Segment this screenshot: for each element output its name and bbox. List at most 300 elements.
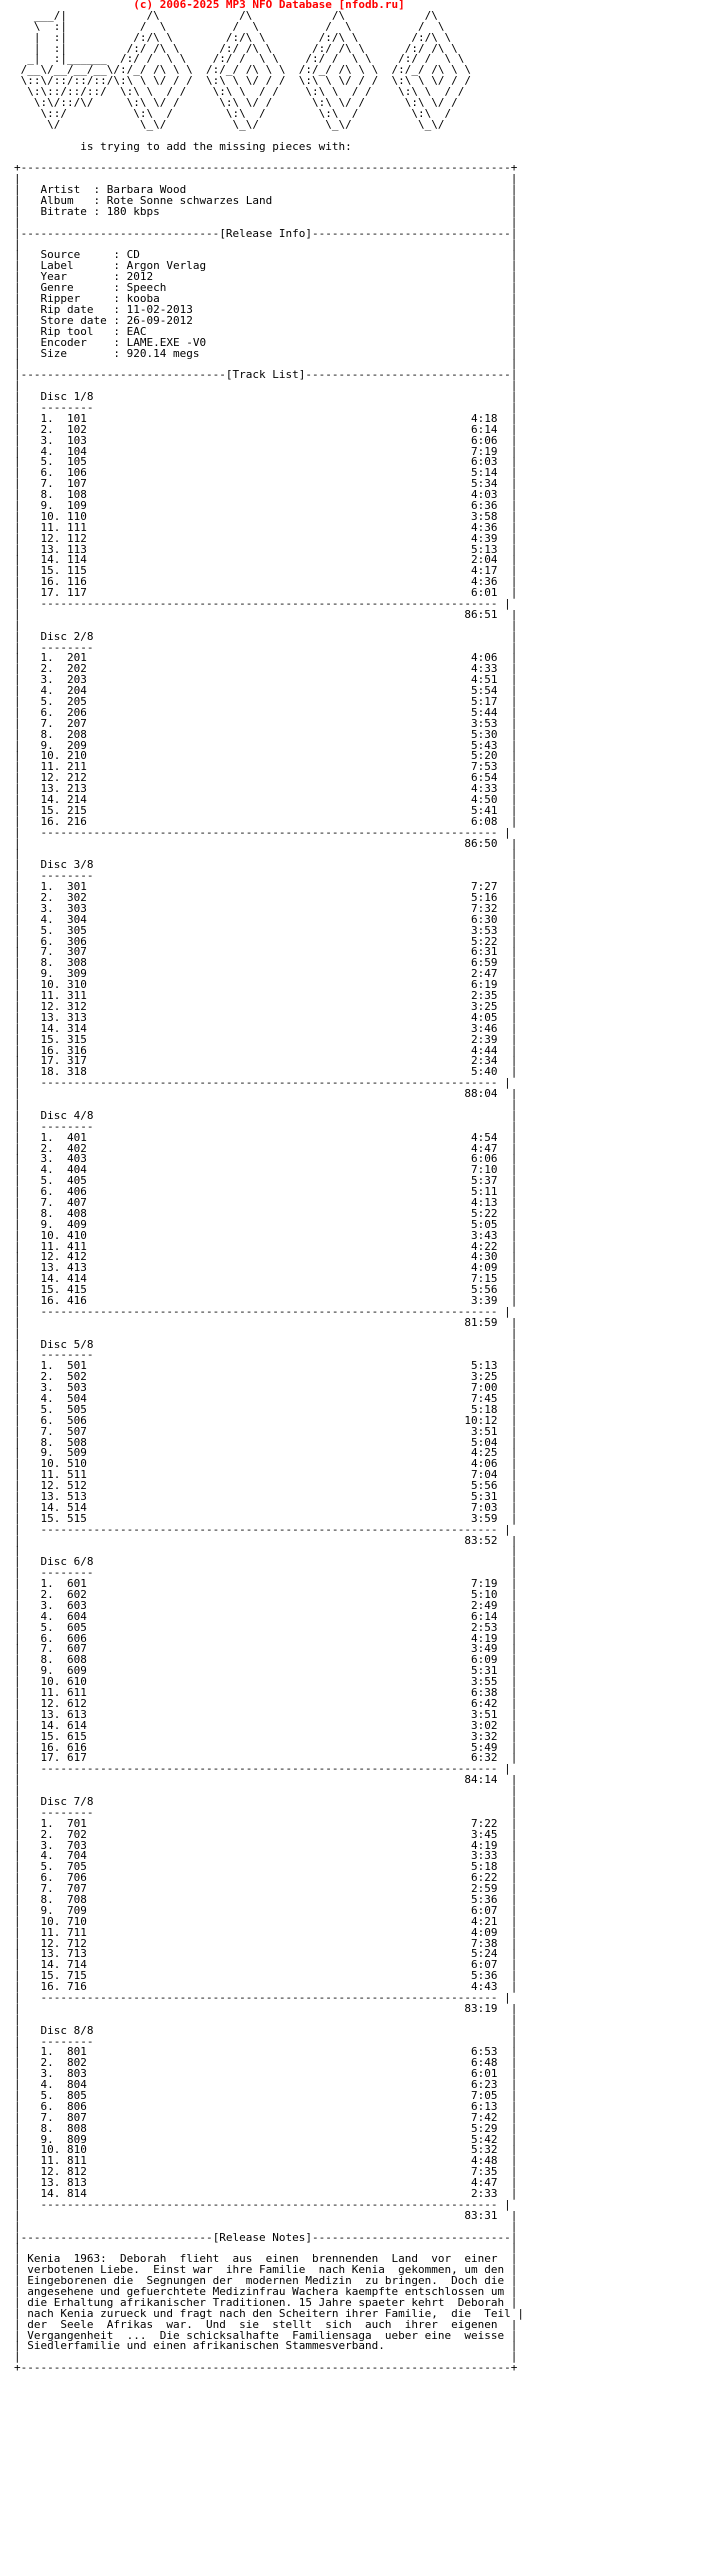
track-row: | 9. 509 4:25 |: [14, 1446, 518, 1460]
track-title: 811: [67, 2154, 87, 2168]
track-row: | 8. 708 5:36 |: [14, 1892, 518, 1906]
track-title: 515: [67, 1511, 87, 1525]
track-row: | 12. 112 4:39 |: [14, 531, 518, 545]
release-info-label: Size: [40, 346, 107, 360]
track-number: 13.: [40, 782, 67, 796]
track-row: | 8. 808 5:29 |: [14, 2121, 518, 2135]
disc-title-row: | Disc 3/8 |: [14, 858, 518, 872]
release-notes-text: der Seele Afrikas war. Und sie stellt sich auch ihrer eigenen: [27, 2317, 498, 2331]
track-row: | 2. 702 3:45 |: [14, 1827, 518, 1841]
track-number: 1.: [40, 1130, 67, 1144]
track-row: | 15. 415 5:56 |: [14, 1283, 518, 1297]
track-number: 3.: [40, 2067, 67, 2081]
track-row: | 5. 305 3:53 |: [14, 923, 518, 937]
track-row: | 11. 611 6:38 |: [14, 1686, 518, 1700]
track-row: | 7. 107 5:34 |: [14, 477, 518, 491]
album-info-label: Artist: [40, 183, 87, 197]
track-row: | 16. 216 6:08 |: [14, 814, 518, 828]
track-number: 5.: [40, 1174, 67, 1188]
track-number: 12.: [40, 1250, 67, 1264]
track-title: 705: [67, 1860, 87, 1874]
disc-total-duration: 83:52: [464, 1533, 498, 1547]
track-row: | 10. 410 3:43 |: [14, 1228, 518, 1242]
release-info-row: | Size : 920.14 megs |: [14, 346, 518, 360]
track-row: | 13. 213 4:33 |: [14, 782, 518, 796]
track-number: 7.: [40, 1424, 67, 1438]
disc-title-row: | Disc 4/8 |: [14, 1108, 518, 1122]
track-row: | 1. 101 4:18 |: [14, 411, 518, 425]
track-list-section: |-------------------------------[Track List]-------------------------------|: [14, 368, 518, 382]
track-number: 1.: [40, 651, 67, 665]
release-info-label: Genre: [40, 281, 107, 295]
disc-separator: | --------------------------------------------------------------------- |: [14, 1762, 511, 1776]
track-title: 703: [67, 1838, 87, 1852]
track-title: 203: [67, 673, 87, 687]
release-info-row: | Rip date : 11-02-2013 |: [14, 302, 518, 316]
logo-art: | :| /:/\ \ /:/\ \ /:/\ \ /:/\ \: [14, 30, 452, 44]
track-row: | 15. 615 3:32 |: [14, 1729, 518, 1743]
track-number: 2.: [40, 1370, 67, 1384]
disc-title: Disc 3/8: [40, 858, 94, 872]
track-number: 11.: [40, 1925, 67, 1939]
track-row: | 6. 606 4:19 |: [14, 1631, 518, 1645]
track-duration: 4:22: [470, 1239, 498, 1253]
track-row: | 4. 604 6:14 |: [14, 1609, 518, 1623]
track-row: | 9. 609 5:31 |: [14, 1664, 518, 1678]
track-number: 8.: [40, 1435, 67, 1449]
track-duration: 5:18: [470, 1860, 498, 1874]
track-title: 202: [67, 662, 87, 676]
track-duration: 7:45: [470, 1392, 498, 1405]
track-title: 305: [67, 923, 87, 937]
release-info-row: | Label : Argon Verlag |: [14, 259, 518, 273]
release-info-row: | Ripper : kooba |: [14, 292, 518, 306]
logo-art: \::/ \:\ / \:\ / \:\ / \:\ /: [14, 106, 452, 120]
track-duration: 4:33: [470, 782, 498, 796]
track-number: 1.: [40, 2045, 67, 2059]
disc-total-row: | 83:31 |: [14, 2208, 518, 2222]
track-number: 14.: [40, 2187, 67, 2201]
track-row: | 1. 701 7:22 |: [14, 1816, 518, 1830]
album-info-label: Album: [40, 194, 87, 208]
disc-title-underline: | -------- |: [14, 400, 518, 414]
track-row: | 8. 408 5:22 |: [14, 1206, 518, 1220]
track-number: 5.: [40, 1620, 67, 1634]
track-number: 11.: [40, 2154, 67, 2168]
track-number: 3.: [40, 1598, 67, 1612]
track-duration: 4:33: [470, 662, 498, 676]
logo-art: \:\::/::/::/ \:\ \ / / \:\ \ / / \:\ \ / / \:\ \ / /: [14, 85, 465, 99]
track-row: | 14. 514 7:03 |: [14, 1500, 518, 1514]
track-number: 1.: [40, 411, 67, 425]
track-title: 109: [67, 498, 87, 512]
track-duration: 3:39: [470, 1293, 498, 1307]
track-number: 4.: [40, 1163, 67, 1177]
track-title: 314: [67, 1021, 87, 1035]
track-title: 310: [67, 978, 87, 992]
track-title: 506: [67, 1413, 87, 1427]
track-duration: 6:32: [470, 1751, 498, 1765]
track-title: 617: [67, 1751, 87, 1765]
track-duration: 4:30: [470, 1250, 498, 1264]
track-title: 512: [67, 1479, 87, 1493]
track-number: 8.: [40, 2121, 67, 2135]
track-title: 208: [67, 727, 87, 741]
release-info-value: LAME.EXE -V0: [126, 335, 207, 349]
track-title: 501: [67, 1359, 87, 1373]
track-row: | 9. 409 5:05 |: [14, 1217, 518, 1231]
track-duration: 7:35: [470, 2165, 498, 2179]
track-title: 318: [67, 1065, 87, 1079]
track-duration: 6:01: [470, 586, 498, 600]
track-title: 415: [67, 1283, 87, 1297]
track-duration: 5:31: [470, 1664, 498, 1678]
disc-total-row: | 81:59 |: [14, 1315, 518, 1329]
track-row: | 10. 110 3:58 |: [14, 509, 518, 523]
track-title: 209: [67, 738, 87, 752]
track-number: 6.: [40, 1413, 67, 1427]
release-info-value: 11-02-2013: [126, 302, 193, 316]
track-duration: 5:13: [470, 542, 498, 556]
track-row: | 2. 502 3:25 |: [14, 1370, 518, 1384]
track-title: 505: [67, 1402, 87, 1416]
track-title: 803: [67, 2067, 87, 2081]
track-duration: 6:31: [470, 945, 498, 959]
track-title: 611: [67, 1686, 87, 1700]
track-duration: 5:56: [470, 1283, 498, 1297]
track-row: | 2. 602 5:10 |: [14, 1588, 518, 1602]
frame-border: +--------------------------------------------------------------------------+: [14, 161, 518, 175]
release-info-section-title: [Release Info]: [219, 226, 313, 240]
track-duration: 6:06: [470, 1152, 498, 1166]
track-title: 710: [67, 1914, 87, 1928]
album-info-value: 180 kbps: [106, 204, 160, 218]
track-row: | 15. 515 3:59 |: [14, 1511, 518, 1525]
track-title: 103: [67, 433, 87, 447]
track-title: 513: [67, 1490, 87, 1504]
track-number: 10.: [40, 1457, 67, 1471]
track-duration: 5:22: [470, 934, 498, 948]
track-number: 9.: [40, 2132, 67, 2146]
track-row: | 5. 405 5:37 |: [14, 1174, 518, 1188]
track-number: 10.: [40, 1228, 67, 1242]
track-duration: 6:14: [470, 1609, 498, 1623]
track-duration: 6:13: [470, 2099, 498, 2113]
disc-title-underline: | -------- |: [14, 2034, 518, 2048]
track-row: | 1. 501 5:13 |: [14, 1359, 518, 1373]
track-number: 10.: [40, 2143, 67, 2157]
track-row: | 3. 503 7:00 |: [14, 1381, 518, 1395]
track-row: | 10. 710 4:21 |: [14, 1914, 518, 1928]
track-row: | 13. 713 5:24 |: [14, 1947, 518, 1961]
track-title: 206: [67, 705, 87, 719]
track-duration: 4:09: [470, 1261, 498, 1275]
track-row: | 14. 414 7:15 |: [14, 1272, 518, 1286]
track-title: 304: [67, 912, 87, 926]
track-title: 207: [67, 716, 87, 730]
disc-total-row: | 86:50 |: [14, 836, 518, 850]
release-info-section: |------------------------------[Release Info]------------------------------|: [14, 226, 518, 240]
track-row: | 4. 704 3:33 |: [14, 1849, 518, 1863]
track-row: | 7. 307 6:31 |: [14, 945, 518, 959]
track-number: 13.: [40, 1947, 67, 1961]
track-number: 9.: [40, 498, 67, 512]
track-title: 701: [67, 1816, 87, 1830]
track-number: 9.: [40, 967, 67, 981]
track-row: | 2. 402 4:47 |: [14, 1141, 518, 1155]
track-title: 708: [67, 1892, 87, 1906]
track-duration: 5:30: [470, 727, 498, 741]
track-title: 311: [67, 989, 87, 1003]
track-title: 112: [67, 531, 87, 545]
track-title: 205: [67, 695, 87, 708]
track-title: 104: [67, 444, 87, 458]
track-row: | 5. 105 6:03 |: [14, 455, 518, 469]
track-row: | 16. 616 5:49 |: [14, 1740, 518, 1754]
track-row: | 17. 317 2:34 |: [14, 1054, 518, 1068]
track-number: 3.: [40, 673, 67, 687]
track-number: 15.: [40, 1511, 67, 1525]
track-duration: 4:06: [470, 1457, 498, 1471]
track-row: | 11. 711 4:09 |: [14, 1925, 518, 1939]
track-duration: 5:10: [470, 1588, 498, 1602]
track-title: 603: [67, 1598, 87, 1612]
track-number: 5.: [40, 923, 67, 937]
track-number: 2.: [40, 891, 67, 905]
track-title: 114: [67, 553, 87, 567]
track-title: 614: [67, 1718, 87, 1732]
track-row: | 10. 610 3:55 |: [14, 1675, 518, 1689]
track-duration: 4:06: [470, 651, 498, 665]
track-duration: 2:35: [470, 989, 498, 1003]
track-row: | 9. 709 6:07 |: [14, 1903, 518, 1917]
release-info-label: Encoder: [40, 335, 107, 349]
track-title: 707: [67, 1882, 87, 1896]
track-title: 309: [67, 967, 87, 981]
track-title: 403: [67, 1152, 87, 1166]
track-row: | 5. 805 7:05 |: [14, 2089, 518, 2102]
track-number: 17.: [40, 586, 67, 600]
track-number: 14.: [40, 1958, 67, 1972]
track-row: | 13. 813 4:47 |: [14, 2176, 518, 2190]
frame-border: +--------------------------------------------------------------------------+: [14, 2361, 518, 2375]
track-row: | 5. 705 5:18 |: [14, 1860, 518, 1874]
track-row: | 7. 207 3:53 |: [14, 716, 518, 730]
disc-title-underline: | -------- |: [14, 1566, 518, 1580]
track-number: 15.: [40, 1729, 67, 1743]
disc-title-underline: | -------- |: [14, 1119, 518, 1133]
track-title: 116: [67, 575, 87, 589]
track-duration: 4:48: [470, 2154, 498, 2168]
track-title: 105: [67, 455, 87, 469]
release-info-label: Ripper: [40, 292, 107, 306]
track-number: 4.: [40, 1849, 67, 1863]
track-number: 3.: [40, 1838, 67, 1852]
track-number: 9.: [40, 1446, 67, 1460]
track-number: 8.: [40, 488, 67, 502]
track-duration: 5:34: [470, 477, 498, 491]
track-row: | 16. 416 3:39 |: [14, 1293, 518, 1307]
disc-total-duration: 81:59: [464, 1315, 498, 1329]
release-notes-text: verbotenen Liebe. Einst war ihre Familie nach Kenia gekommen, um den: [27, 2263, 505, 2277]
release-notes-text: Siedlerfamilie und einen afrikanischen Stammesverband.: [27, 2339, 385, 2353]
track-row: | 1. 801 6:53 |: [14, 2045, 518, 2059]
blank-line: | |: [14, 2241, 518, 2255]
track-title: 702: [67, 1827, 87, 1841]
track-title: 411: [67, 1239, 87, 1253]
track-number: 13.: [40, 2176, 67, 2190]
track-duration: 3:25: [470, 999, 498, 1013]
track-title: 809: [67, 2132, 87, 2146]
track-row: | 13. 313 4:05 |: [14, 1010, 518, 1024]
track-duration: 5:22: [470, 1206, 498, 1220]
track-title: 101: [67, 411, 87, 425]
disc-title: Disc 6/8: [40, 1555, 94, 1569]
track-duration: 6:06: [470, 433, 498, 447]
release-info-value: 26-09-2012: [126, 313, 193, 327]
track-row: | 9. 109 6:36 |: [14, 498, 518, 512]
blank-line: | |: [14, 215, 518, 229]
track-title: 605: [67, 1620, 87, 1634]
track-title: 413: [67, 1261, 87, 1275]
album-info-row: | Album : Rote Sonne schwarzes Land |: [14, 194, 518, 208]
track-number: 15.: [40, 1283, 67, 1297]
track-title: 316: [67, 1043, 87, 1057]
track-row: | 3. 103 6:06 |: [14, 433, 518, 447]
track-duration: 6:19: [470, 978, 498, 992]
track-row: | 7. 807 7:42 |: [14, 2110, 518, 2124]
track-duration: 7:38: [470, 1936, 498, 1950]
track-number: 18.: [40, 1065, 67, 1079]
track-number: 11.: [40, 520, 67, 534]
track-number: 5.: [40, 1402, 67, 1416]
track-number: 15.: [40, 1969, 67, 1983]
track-duration: 4:25: [470, 1446, 498, 1460]
blank-line: | |: [14, 172, 518, 186]
logo-art: \:\/::/\/ \:\ \/ / \:\ \/ / \:\ \/ / \:\ \/ /: [14, 96, 458, 110]
track-duration: 5:49: [470, 1740, 498, 1754]
track-row: | 1. 401 4:54 |: [14, 1130, 518, 1144]
track-duration: 5:18: [470, 1402, 498, 1416]
disc-total-duration: 83:31: [464, 2208, 498, 2222]
track-row: | 1. 601 7:19 |: [14, 1577, 518, 1591]
track-title: 511: [67, 1468, 87, 1482]
track-number: 16.: [40, 1740, 67, 1754]
track-duration: 5:40: [470, 1065, 498, 1079]
disc-separator: | --------------------------------------------------------------------- |: [14, 2197, 511, 2211]
track-number: 8.: [40, 1892, 67, 1906]
track-title: 808: [67, 2121, 87, 2135]
track-number: 9.: [40, 738, 67, 752]
disc-total-row: | 86:51 |: [14, 607, 518, 621]
logo-art: | :| /:/ /\ \ /:/ /\ \ /:/ /\ \ /:/ /\ \: [14, 41, 458, 55]
logo-art: ___/| /\ /\ /\ /\: [14, 8, 438, 22]
track-row: | 13. 113 5:13 |: [14, 542, 518, 556]
track-duration: 6:59: [470, 956, 498, 970]
track-number: 5.: [40, 2089, 67, 2102]
track-number: 16.: [40, 1293, 67, 1307]
track-duration: 4:19: [470, 1631, 498, 1645]
track-number: 16.: [40, 1980, 67, 1994]
album-info-value: Barbara Wood: [106, 183, 187, 197]
track-duration: 3:33: [470, 1849, 498, 1863]
track-number: 2.: [40, 1141, 67, 1155]
track-number: 10.: [40, 1914, 67, 1928]
release-notes-section-title: [Release Notes]: [212, 2230, 313, 2244]
track-duration: 4:03: [470, 488, 498, 502]
track-duration: 6:07: [470, 1903, 498, 1917]
disc-title-row: | Disc 1/8 |: [14, 390, 518, 404]
track-title: 110: [67, 509, 87, 523]
track-row: | 5. 205 5:17 |: [14, 695, 518, 708]
track-duration: 7:05: [470, 2089, 498, 2102]
track-row: | 16. 716 4:43 |: [14, 1980, 518, 1994]
track-duration: 6:03: [470, 455, 498, 469]
disc-total-duration: 84:14: [464, 1773, 498, 1787]
track-title: 414: [67, 1272, 87, 1286]
release-notes-text: angesehene und gefuerchtete Medizinfrau Wachera kaempfte entschlossen um: [27, 2285, 505, 2299]
logo-art-line: [14, 117, 524, 131]
track-duration: 5:11: [470, 1185, 498, 1199]
track-row: | 1. 301 7:27 |: [14, 880, 518, 894]
track-duration: 6:23: [470, 2078, 498, 2092]
track-number: 13.: [40, 1261, 67, 1275]
disc-title: Disc 4/8: [40, 1108, 94, 1122]
track-duration: 5:04: [470, 1435, 498, 1449]
disc-title-row: | Disc 2/8 |: [14, 629, 518, 643]
track-title: 117: [67, 586, 87, 600]
track-number: 4.: [40, 1392, 67, 1405]
track-row: | 4. 104 7:19 |: [14, 444, 518, 458]
track-number: 7.: [40, 477, 67, 491]
track-number: 6.: [40, 1185, 67, 1199]
release-notes-text: nach Kenia zurueck und fragt nach den Scheitern ihrer Familie, die Teil: [27, 2306, 511, 2320]
logo-art: \/ \_\/ \_\/ \_\/ \_\/: [14, 117, 445, 131]
track-row: | 9. 209 5:43 |: [14, 738, 518, 752]
track-number: 15.: [40, 803, 67, 817]
track-duration: 7:15: [470, 1272, 498, 1286]
release-info-row: | Year : 2012 |: [14, 270, 518, 284]
track-number: 16.: [40, 1043, 67, 1057]
track-number: 2.: [40, 1588, 67, 1602]
track-title: 408: [67, 1206, 87, 1220]
track-number: 2.: [40, 422, 67, 436]
track-number: 13.: [40, 1490, 67, 1504]
track-duration: 6:30: [470, 912, 498, 926]
track-number: 7.: [40, 1882, 67, 1896]
release-info-label: Year: [40, 270, 107, 284]
blank-line: | |: [14, 2219, 518, 2233]
release-info-row: | Encoder : LAME.EXE -V0 |: [14, 335, 518, 349]
track-title: 709: [67, 1903, 87, 1917]
track-title: 307: [67, 945, 87, 959]
disc-total-duration: 88:04: [464, 1087, 498, 1101]
track-number: 11.: [40, 760, 67, 774]
logo-art: \::\/::/::/::/\:\ \ \/ / / \:\ \ \/ / / \:\ \ \/ / / \:\ \ \/ / /: [14, 74, 471, 88]
track-row: | 3. 203 4:51 |: [14, 673, 518, 687]
track-duration: 7:42: [470, 2110, 498, 2124]
track-row: | 8. 108 4:03 |: [14, 488, 518, 502]
track-row: | 12. 412 4:30 |: [14, 1250, 518, 1264]
track-number: 12.: [40, 771, 67, 785]
track-title: 201: [67, 651, 87, 665]
track-row: | 12. 712 7:38 |: [14, 1936, 518, 1950]
track-row: | 11. 511 7:04 |: [14, 1468, 518, 1482]
track-title: 405: [67, 1174, 87, 1188]
track-number: 4.: [40, 444, 67, 458]
disc-separator: | --------------------------------------------------------------------- |: [14, 825, 511, 839]
album-info-value: Rote Sonne schwarzes Land: [106, 194, 273, 208]
